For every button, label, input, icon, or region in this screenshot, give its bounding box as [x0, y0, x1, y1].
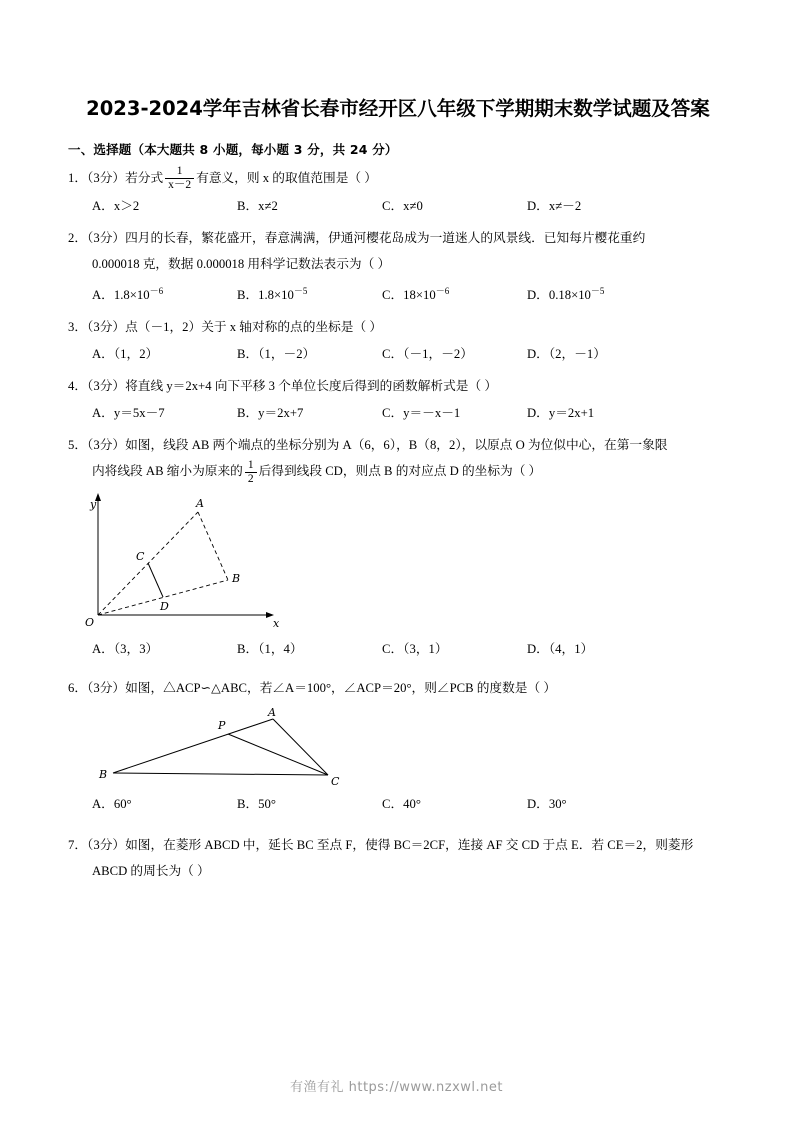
figure-label-O: O — [85, 615, 95, 629]
question-6 — [68, 675, 728, 701]
option-d[interactable]: D．30° — [527, 796, 567, 811]
option-d[interactable]: D．y＝2x+1 — [527, 406, 595, 421]
fraction-numerator: 1 — [245, 459, 257, 473]
option-b[interactable]: B．y＝2x+7 — [237, 406, 304, 421]
option-c[interactable]: C．y＝－x－1 — [382, 406, 461, 421]
figure-coordinate-similar-segments — [68, 490, 348, 635]
question-5-line2 — [68, 458, 728, 485]
question-1 — [68, 165, 728, 192]
figure-label-C: C — [136, 549, 145, 563]
question-6-number: 6． — [68, 680, 88, 695]
question-4-number: 4． — [68, 379, 88, 394]
question-4-text: 将直线 y＝2x+4 向下平移 3 个单位长度后得到的函数解析式是（ ） — [125, 379, 498, 394]
option-a[interactable]: A．y＝5x－7 — [92, 406, 165, 421]
question-1-fraction — [165, 165, 194, 192]
figure-label-A: A — [268, 705, 276, 719]
option-b[interactable]: B．50° — [237, 796, 276, 811]
question-5 — [68, 432, 728, 458]
question-6-options — [68, 792, 728, 816]
question-1-text-after: 有意义，则 x 的取值范围是（ ） — [196, 171, 377, 185]
question-3 — [68, 314, 728, 340]
option-b[interactable]: B．$1.8\times 10^{-5}$ — [237, 286, 308, 303]
watermark: 有渔有礼 https://www.nzxwl.net — [289, 1080, 504, 1095]
question-2 — [68, 225, 728, 251]
option-d[interactable]: D．x≠－2 — [527, 199, 582, 214]
question-5-marks: （3分） — [87, 438, 126, 453]
figure-label-D: D — [160, 599, 169, 613]
option-c[interactable]: C．（3，1） — [382, 641, 448, 656]
question-1-options — [68, 194, 728, 218]
figure-label-A: A — [196, 496, 204, 510]
option-c[interactable]: C．（－1，－2） — [382, 347, 473, 362]
question-2-marks: （3分） — [87, 231, 126, 246]
question-6-figure — [68, 705, 728, 790]
question-3-text: 点（－1，2）关于 x 轴对称的点的坐标是（ ） — [125, 320, 383, 335]
fraction-numerator: 1 — [165, 165, 194, 179]
question-2-number: 2． — [68, 231, 88, 246]
option-c[interactable]: C．40° — [382, 796, 421, 811]
question-5-figure — [68, 490, 728, 635]
option-d[interactable]: D．$0.18\times 10^{-5}$ — [527, 286, 605, 303]
question-5-number: 5． — [68, 438, 88, 453]
question-1-text-before: 若分式 — [125, 171, 164, 185]
figure-label-B: B — [232, 571, 241, 585]
option-a[interactable]: A．x＞2 — [92, 199, 140, 214]
question-1-number: 1． — [68, 171, 88, 185]
question-3-marks: （3分） — [87, 320, 126, 335]
option-c[interactable]: C．$18\times 10^{-6}$ — [382, 286, 450, 303]
question-2-options — [68, 279, 728, 307]
question-7-line2: ABCD 的周长为（ ） — [92, 863, 210, 878]
figure-label-x: x — [273, 616, 280, 630]
question-2-line2: 0.000018 克，数据 0.000018 用科学记数法表示为（ ） — [92, 257, 391, 272]
question-2-line1: 四月的长春，繁花盛开，春意满满，伊通河樱花岛成为一道迷人的风景线．已知每片樱花重约 — [125, 231, 646, 246]
figure-similar-triangles — [88, 705, 378, 790]
figure-label-C: C — [331, 774, 340, 788]
question-7-marks: （3分） — [87, 837, 126, 852]
figure-label-P: P — [218, 718, 226, 732]
question-4-marks: （3分） — [87, 379, 126, 394]
question-5-options — [68, 637, 728, 661]
fraction-denominator: 2 — [247, 472, 254, 485]
figure-label-y: y — [90, 497, 97, 511]
option-a[interactable]: A．（3，3） — [92, 641, 159, 656]
option-b[interactable]: B．x≠2 — [237, 199, 278, 214]
question-6-text: 如图，△ACP∽△ABC，若∠A＝100°，∠ACP＝20°，则∠PCB 的度数是（ ） — [125, 680, 557, 695]
question-7-number: 7． — [68, 837, 88, 852]
question-5-line2-after: 后得到线段 CD，则点 B 的对应点 D 的坐标为（ ） — [258, 464, 542, 479]
question-6-marks: （3分） — [87, 680, 126, 695]
question-5-fraction — [245, 459, 257, 486]
question-4-options — [68, 401, 728, 425]
option-c[interactable]: C．x≠0 — [382, 199, 423, 214]
document-content — [68, 92, 728, 884]
option-a[interactable]: A．（1，2） — [92, 347, 159, 362]
question-1-marks: （3分） — [87, 171, 126, 185]
option-a[interactable]: A．$1.8\times 10^{-6}$ — [92, 286, 164, 303]
page-title: 2023-2024学年吉林省长春市经开区八年级下学期期末数学试题及答案 — [86, 97, 710, 120]
option-b[interactable]: B．（1，4） — [237, 641, 303, 656]
question-7-line1: 如图，在菱形 ABCD 中，延长 BC 至点 F，使得 BC＝2CF，连接 AF 交 CD 于点 E．若 CE＝2，则菱形 — [125, 837, 694, 852]
section-heading: 一、选择题（本大题共 8 小题，每小题 3 分，共 24 分） — [68, 142, 398, 157]
question-7 — [68, 832, 728, 858]
option-b[interactable]: B．（1，－2） — [237, 347, 316, 362]
option-d[interactable]: D．（4，1） — [527, 641, 594, 656]
option-d[interactable]: D．（2，－1） — [527, 347, 606, 362]
fraction-denominator: x－2 — [168, 179, 192, 192]
question-3-number: 3． — [68, 320, 88, 335]
question-5-line2-before: 内将线段 AB 缩小为原来的 — [92, 464, 243, 479]
figure-label-B: B — [99, 767, 108, 781]
question-4 — [68, 373, 728, 399]
question-5-line1: 如图，线段 AB 两个端点的坐标分别为 A（6，6），B（8，2），以原点 O 为位似中心，在第一象限 — [125, 438, 668, 453]
question-3-options — [68, 342, 728, 366]
option-a[interactable]: A．60° — [92, 796, 132, 811]
